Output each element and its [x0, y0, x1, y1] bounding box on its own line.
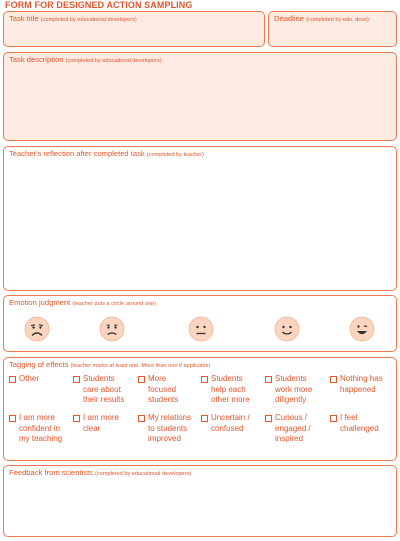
- deadline-note: (completed by edu. devs): [306, 17, 369, 23]
- task-title-label: [9, 15, 137, 24]
- option-line: my teaching: [19, 434, 63, 443]
- option-line: engaged /: [275, 423, 311, 433]
- tagging-label-text: Tagging of effects: [9, 360, 69, 369]
- option-line: happened: [340, 384, 376, 394]
- checkbox-icon[interactable]: [265, 415, 272, 422]
- checkbox-option-nothing-happened[interactable]: [330, 374, 383, 395]
- option-label: [275, 374, 312, 406]
- option-label: [211, 413, 250, 434]
- checkbox-icon[interactable]: [201, 376, 208, 383]
- option-label: [275, 413, 311, 445]
- option-line: to students: [148, 423, 188, 433]
- checkbox-icon[interactable]: [138, 376, 145, 383]
- checkbox-icon[interactable]: [265, 376, 272, 383]
- sad-face-icon[interactable]: [99, 316, 125, 342]
- checkbox-option-more-focused[interactable]: [138, 374, 178, 406]
- option-label: [340, 413, 379, 434]
- option-line: I feel: [340, 413, 358, 422]
- option-line: care about: [83, 384, 121, 394]
- checkbox-icon[interactable]: [330, 376, 337, 383]
- reflection-field[interactable]: [3, 146, 397, 291]
- smiling-face-icon[interactable]: [274, 316, 300, 342]
- deadline-field[interactable]: [268, 11, 397, 47]
- option-label: [19, 374, 39, 385]
- checkbox-icon[interactable]: [330, 415, 337, 422]
- checkbox-option-curious-engaged[interactable]: [265, 413, 311, 445]
- checkbox-option-more-confident[interactable]: [9, 413, 62, 445]
- task-title-field[interactable]: [3, 11, 265, 47]
- checkbox-option-care-about-results[interactable]: [73, 374, 124, 406]
- option-line: Students: [83, 374, 115, 383]
- option-line: Other: [19, 374, 40, 383]
- checkbox-icon[interactable]: [138, 415, 145, 422]
- checkbox-option-other[interactable]: [9, 374, 39, 385]
- emotion-judgment-section: [3, 295, 397, 352]
- checkbox-option-work-diligently[interactable]: [265, 374, 312, 406]
- option-label: [83, 413, 119, 434]
- checkbox-icon[interactable]: [73, 415, 80, 422]
- task-description-label: [9, 56, 162, 65]
- option-label: [19, 413, 62, 445]
- option-label: [340, 374, 383, 395]
- option-line: other more: [211, 395, 250, 404]
- emotion-label-text: Emotion judgment: [9, 298, 71, 307]
- option-line: confused: [211, 423, 244, 433]
- option-line: clear: [83, 423, 101, 433]
- deadline-label-text: Deadline: [274, 14, 304, 23]
- option-line: work more: [275, 384, 313, 394]
- checkbox-icon[interactable]: [73, 376, 80, 383]
- emotion-note: (teacher puts a circle around one): [72, 301, 156, 307]
- feedback-label-text: Feedback from scientists: [9, 468, 93, 477]
- checkbox-icon[interactable]: [9, 415, 16, 422]
- checkbox-option-uncertain-confused[interactable]: [201, 413, 250, 434]
- emotion-label: [9, 299, 156, 308]
- checkbox-option-more-clear[interactable]: [73, 413, 119, 434]
- option-line: I am more: [83, 413, 120, 422]
- option-line: More: [148, 374, 167, 383]
- option-line: I am more: [19, 413, 56, 422]
- reflection-label: [9, 150, 204, 159]
- feedback-label: [9, 469, 191, 478]
- laughing-face-icon[interactable]: [349, 316, 375, 342]
- option-line: Uncertain /: [211, 413, 250, 422]
- task-description-label-text: Task description: [9, 55, 64, 64]
- option-line: Students: [275, 374, 307, 383]
- option-line: inspired: [275, 434, 304, 443]
- option-line: focused: [148, 384, 177, 394]
- task-title-note: (completed by educational developers): [40, 17, 137, 23]
- option-line: Nothing has: [340, 374, 383, 383]
- form-title: FORM FOR DESIGNED ACTION SAMPLING: [5, 0, 193, 10]
- option-line: diligently: [275, 395, 307, 404]
- reflection-note: (completed by teacher): [146, 152, 205, 158]
- tagging-label: [9, 361, 210, 370]
- option-line: Students: [211, 374, 243, 383]
- very-sad-face-icon[interactable]: [24, 316, 50, 342]
- option-line: their results: [83, 395, 125, 404]
- option-line: help each: [211, 384, 246, 394]
- checkbox-icon[interactable]: [9, 376, 16, 383]
- option-label: [83, 374, 124, 406]
- feedback-note: (completed by educational developers): [95, 471, 192, 477]
- option-line: students: [148, 395, 179, 404]
- option-label: [211, 374, 250, 406]
- checkbox-option-relations-improved[interactable]: [138, 413, 191, 445]
- deadline-label: [274, 15, 369, 24]
- option-line: improved: [148, 434, 181, 443]
- checkbox-option-feel-challenged[interactable]: [330, 413, 379, 434]
- option-line: confident in: [19, 423, 60, 433]
- neutral-face-icon[interactable]: [188, 316, 214, 342]
- feedback-field[interactable]: [3, 465, 397, 537]
- option-line: My relations: [148, 413, 192, 422]
- task-description-note: (completed by educational developers): [65, 58, 162, 64]
- option-line: challenged: [340, 423, 379, 433]
- task-title-label-text: Task title: [9, 14, 39, 23]
- checkbox-icon[interactable]: [201, 415, 208, 422]
- option-label: [148, 374, 178, 406]
- tagging-of-effects-section: [3, 357, 397, 461]
- task-description-field[interactable]: [3, 52, 397, 141]
- option-label: [148, 413, 191, 445]
- tagging-note: (teacher marks at least one. More than one if applicable): [70, 363, 211, 369]
- checkbox-option-help-each-other[interactable]: [201, 374, 250, 406]
- reflection-label-text: Teacher's reflection after completed task: [9, 149, 145, 158]
- option-line: Curious /: [275, 413, 308, 422]
